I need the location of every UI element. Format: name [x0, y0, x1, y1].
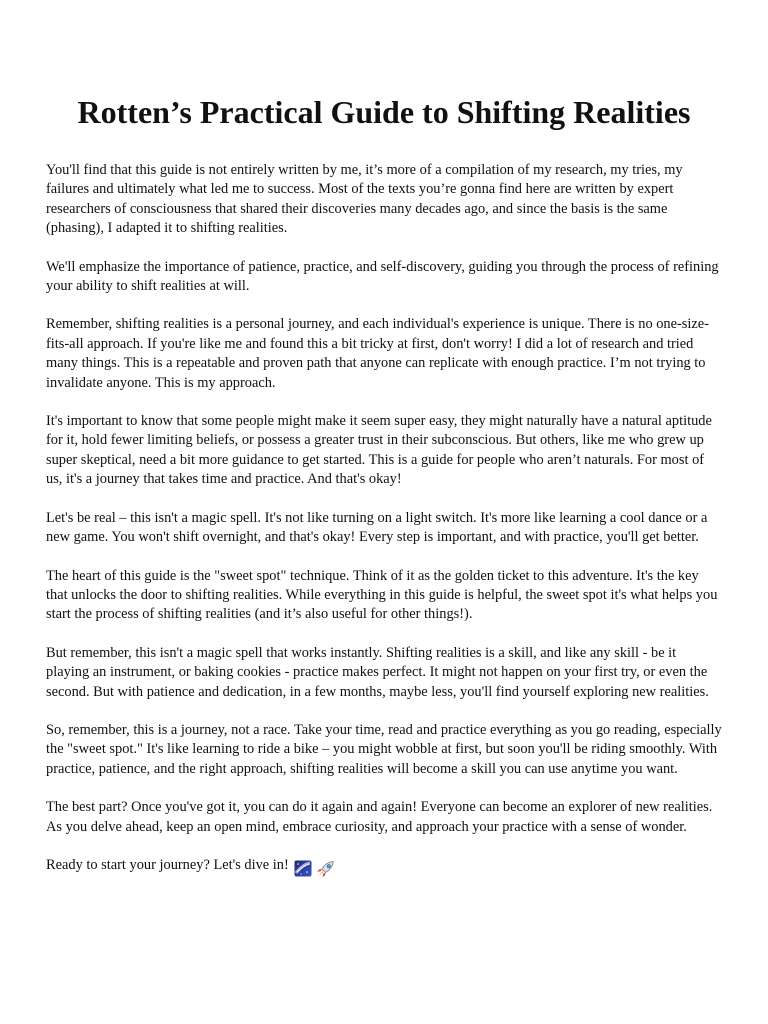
paragraph-4: It's important to know that some people might make it seem super easy, they might naturally have a natural aptitude for it, hold fewer limiting beliefs, or possess a greater trust in their subconscious. But others, like me who grew up super skeptical, need a bit more guidance to get started. This is a guide for people who aren’t naturals. For most of us, it's a journey that takes time and practice. And that's okay!: [46, 413, 712, 488]
closing-emojis: [294, 859, 336, 878]
paragraph-2: We'll emphasize the importance of patience, practice, and self-discovery, guiding you through the process of refining your ability to shift realities at will.: [46, 258, 719, 295]
paragraph-3: Remember, shifting realities is a personal journey, and each individual's experience is unique. There is no one-size-fits-all approach. If you're like me and found this a bit tricky at first, don't worry! I did a lot of research and tried many things. This is a repeatable and proven path that anyone can replicate with enough practice. I’m not trying to invalidate anyone. This is my approach.: [46, 316, 709, 391]
milky-way-icon: [294, 860, 312, 877]
paragraph-7: But remember, this isn't a magic spell that works instantly. Shifting realities is a skill, and like any skill - be it playing an instrument, or baking cookies - practice makes perfect. It might not happen on your first try, or even the second. But with patience and dedication, in a few months, maybe less, you'll find yourself exploring new realities.: [46, 644, 709, 700]
closing-line: [46, 856, 722, 878]
paragraph-6: The heart of this guide is the "sweet spot" technique. Think of it as the golden ticket to this adventure. It's the key that unlocks the door to shifting realities. While everything in this guide is helpful, the sweet spot it's what helps you start the process of shifting realities (and it’s also useful for other things!).: [46, 567, 718, 623]
page-title: Rotten’s Practical Guide to Shifting Realities: [77, 94, 691, 130]
paragraph-1: You'll find that this guide is not entirely written by me, it’s more of a compilation of my research, my tries, my failures and ultimately what led me to success. Most of the texts you’re gonna find here are written by expert researchers of consciousness that shared their discoveries many decades ago, and since the basis is the same (phasing), I adapted it to shifting realities.: [46, 162, 683, 237]
paragraph-5: Let's be real – this isn't a magic spell. It's not like turning on a light switch. It's more like learning a cool dance or a new game. You won't shift overnight, and that's okay! Every step is important, and with practice, you'll get better.: [46, 509, 708, 546]
paragraph-9: The best part? Once you've got it, you can do it again and again! Everyone can become an explorer of new realities. As you delve ahead, keep an open mind, embrace curiosity, and approach your practice with a sense of wonder.: [46, 799, 713, 835]
paragraph-8: So, remember, this is a journey, not a race. Take your time, read and practice everything as you go reading, especially the "sweet spot." It's like learning to ride a bike – you might wobble at first, but soon you'll be riding smoothly. With practice, patience, and the right approach, shifting realities will become a skill you can use anytime you want.: [46, 721, 722, 777]
rocket-icon: [316, 860, 336, 878]
document-body: [46, 161, 722, 878]
closing-text: Ready to start your journey? Let's dive in!: [46, 856, 289, 873]
